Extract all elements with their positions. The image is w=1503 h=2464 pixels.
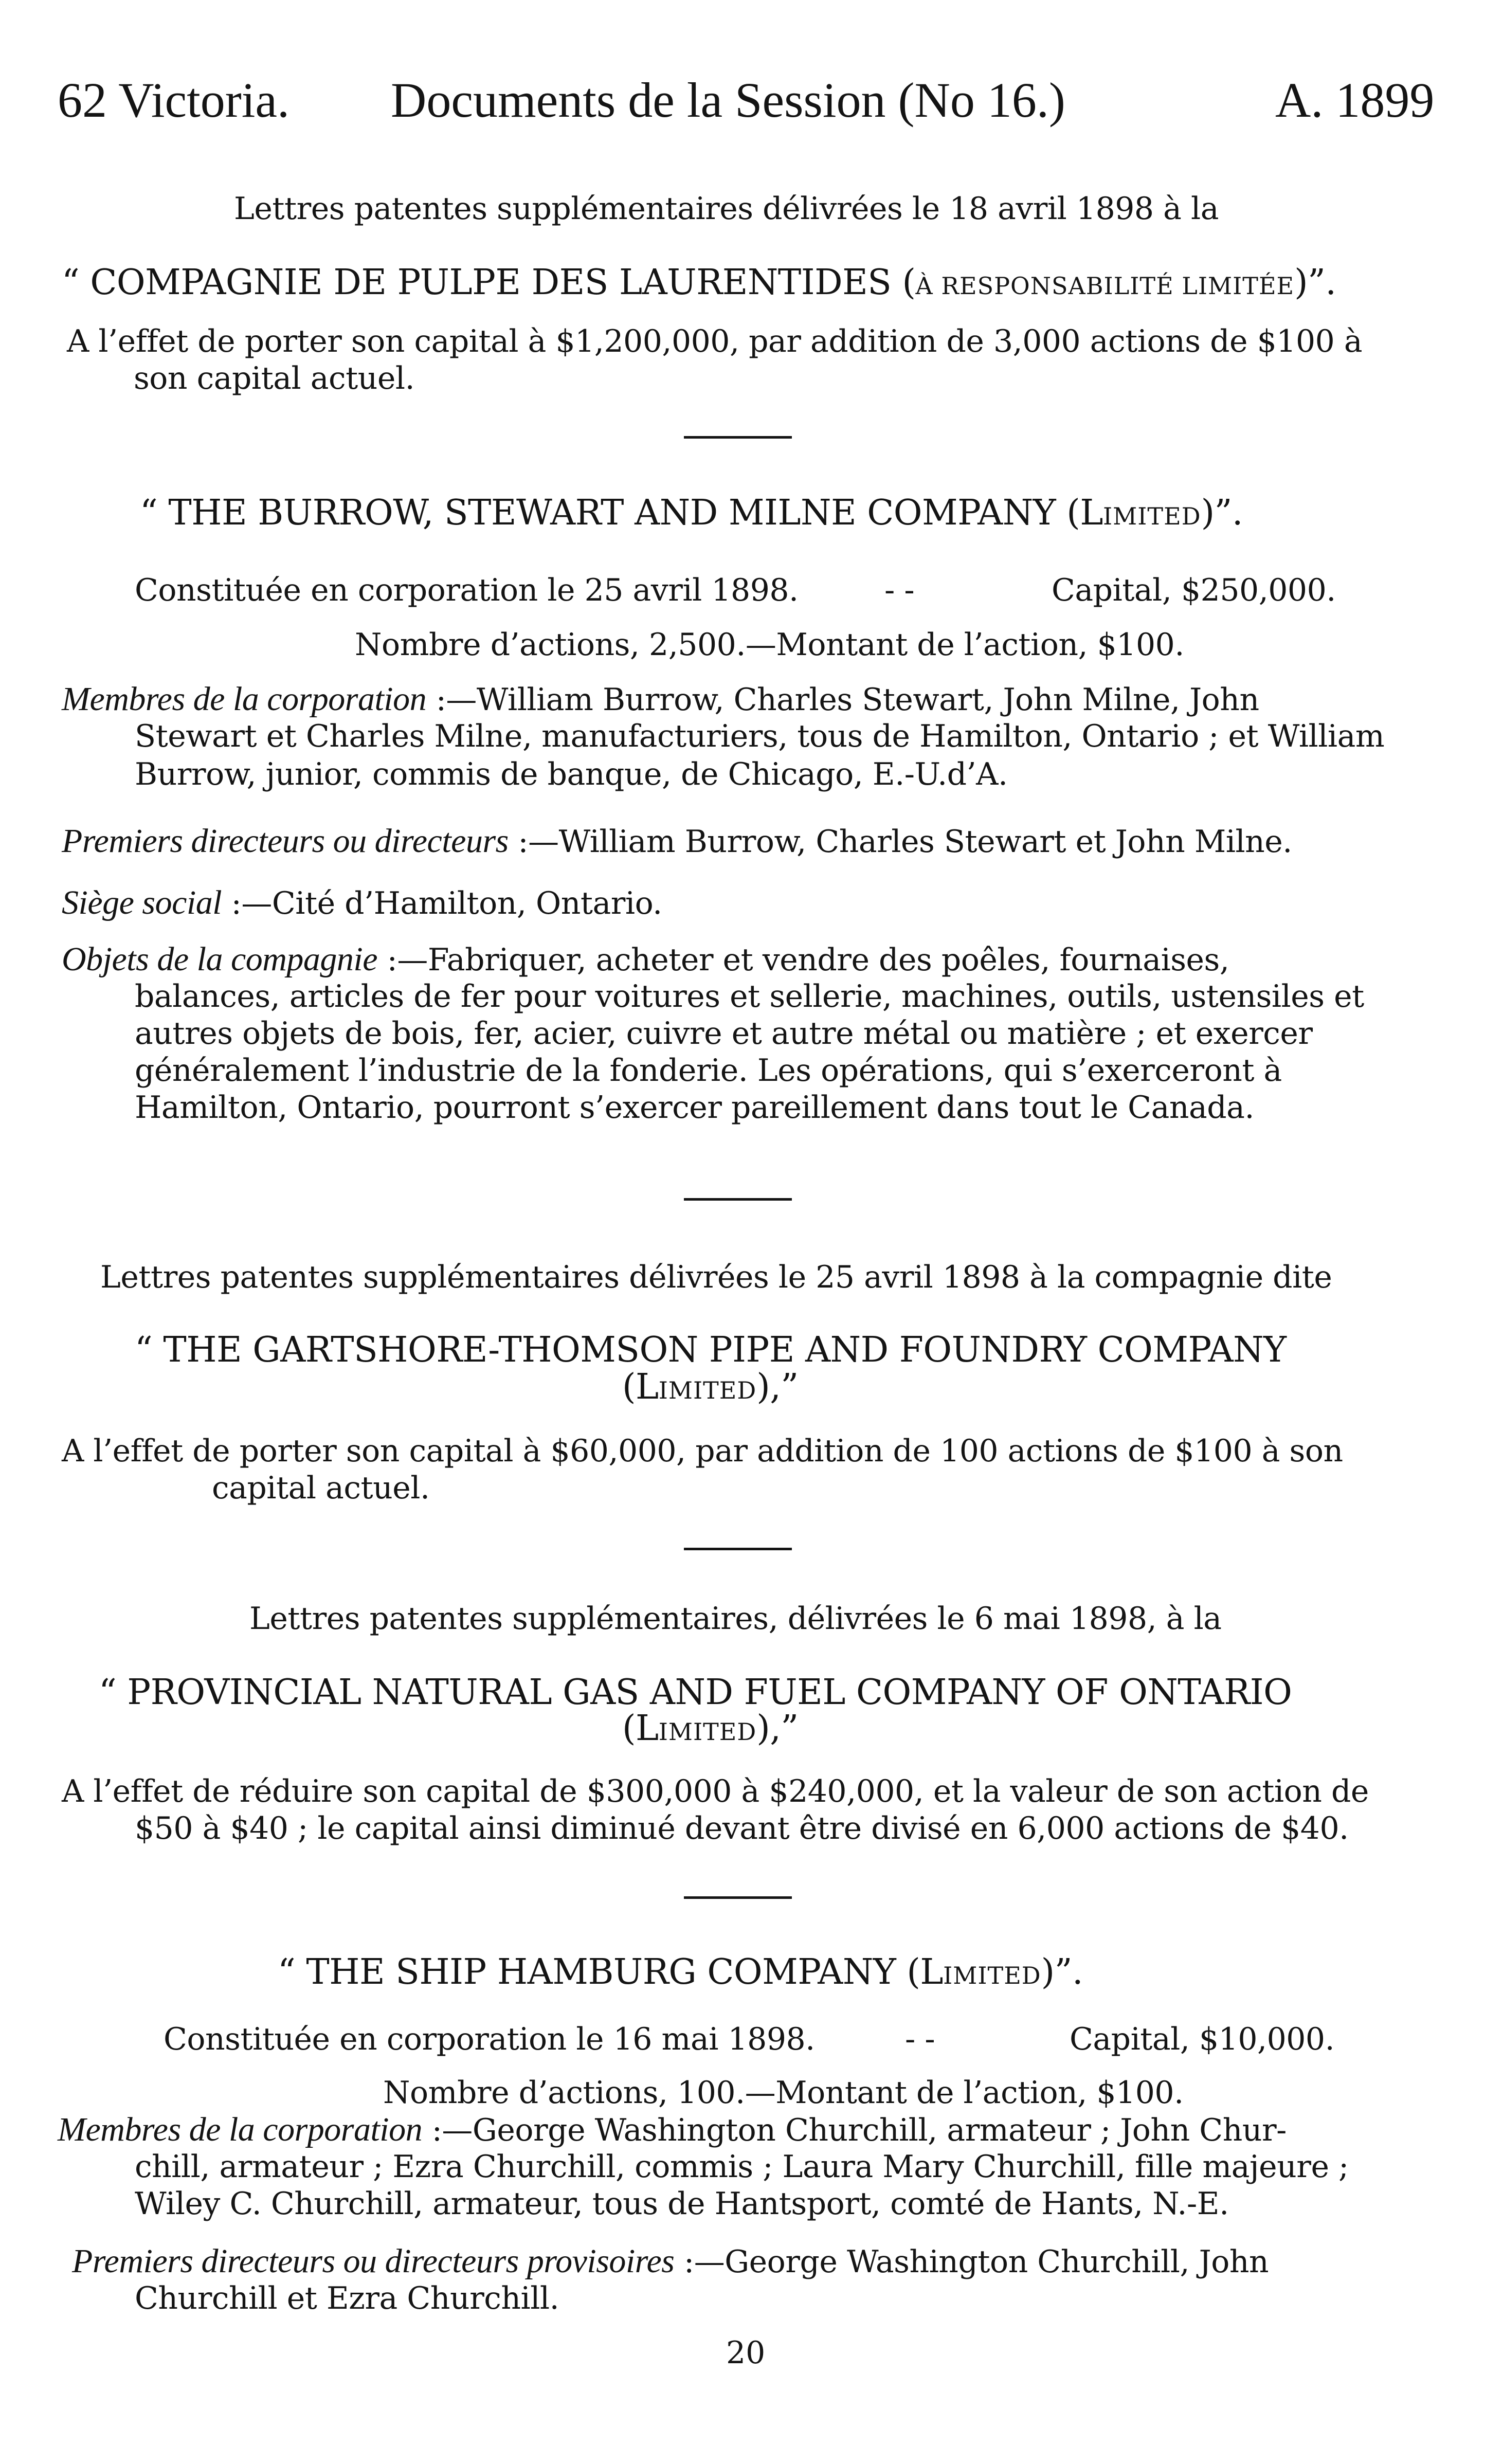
s2-membres-3: Burrow, junior, commis de banque, de Chicago, E.-U.d’A. [135, 756, 1008, 792]
s2-title [140, 493, 1243, 537]
s5-premiers-2: Churchill et Ezra Churchill. [135, 2280, 559, 2316]
section-divider [684, 1548, 792, 1550]
s1-body-1: A l’effet de porter son capital à $1,200,000, par addition de 3,000 actions de $100 à [67, 323, 1363, 359]
header-left: 62 Victoria. [58, 73, 290, 128]
s3-intro: Lettres patentes supplémentaires délivrées le 25 avril 1898 à la compagnie dite [100, 1259, 1332, 1295]
s2-title-end: )”. [1201, 493, 1243, 533]
s2-objets-3: autres objets de bois, fer, acier, cuivre et autre métal ou matière ; et exercer [135, 1016, 1313, 1052]
s4-title2-smallcaps: IMITED [658, 1718, 757, 1746]
s4-body-1: A l’effet de réduire son capital de $300,000 à $240,000, et la valeur de son action de [62, 1773, 1369, 1809]
s2-dashes: - - [884, 572, 915, 608]
s3-title2-end: ),” [756, 1367, 799, 1407]
s2-objets-label: Objets de la compagnie [62, 940, 378, 978]
s2-constituee: Constituée en corporation le 25 avril 1898. [135, 572, 799, 608]
s5-constituee: Constituée en corporation le 16 mai 1898. [164, 2021, 815, 2057]
s5-capital: Capital, $10,000. [1070, 2021, 1335, 2057]
s3-title-1: “ THE GARTSHORE-THOMSON PIPE AND FOUNDRY COMPANY [135, 1330, 1287, 1370]
s2-title-smallcaps: IMITED [1102, 502, 1201, 530]
section-divider [684, 436, 792, 439]
header-center: Documents de la Session (No 16.) [391, 73, 1065, 128]
s1-title-main: “ COMPAGNIE DE PULPE DES LAURENTIDES ( [62, 262, 916, 303]
s2-premiers [62, 823, 1292, 860]
s1-title-end: )”. [1294, 262, 1336, 303]
s1-title-smallcaps: À RESPONSABILITÉ LIMITÉE [915, 272, 1295, 300]
s2-nombre: Nombre d’actions, 2,500.—Montant de l’action, $100. [355, 627, 1184, 663]
s1-title [62, 262, 1336, 306]
s5-title-end: )”. [1041, 1952, 1083, 1992]
page-number: 20 [726, 2335, 766, 2371]
section-divider [684, 1198, 792, 1201]
s4-title-1: “ PROVINCIAL NATURAL GAS AND FUEL COMPANY OF ONTARIO [99, 1672, 1292, 1713]
s2-capital: Capital, $250,000. [1052, 572, 1336, 608]
s1-intro: Lettres patentes supplémentaires délivrées le 18 avril 1898 à la [234, 191, 1219, 227]
s5-membres-text: :—George Washington Churchill, armateur ; John Chur- [422, 2112, 1287, 2148]
s5-membres-2: chill, armateur ; Ezra Churchill, commis ; Laura Mary Churchill, fille majeure ; [135, 2149, 1349, 2185]
s5-title [278, 1952, 1083, 1996]
s2-objets-4: généralement l’industrie de la fonderie. Les opérations, qui s’exerceront à [135, 1053, 1282, 1089]
header-right: A. 1899 [1275, 73, 1435, 128]
s2-membres-2: Stewart et Charles Milne, manufacturiers, tous de Hamilton, Ontario ; et William [135, 718, 1385, 754]
s4-intro: Lettres patentes supplémentaires, délivrées le 6 mai 1898, à la [249, 1601, 1222, 1637]
s2-siege [62, 884, 662, 922]
s4-title-2 [622, 1708, 799, 1752]
s3-title-2 [622, 1367, 799, 1411]
s5-premiers-text: :—George Washington Churchill, John [674, 2244, 1269, 2280]
s4-title2-main: (L [622, 1708, 659, 1749]
s2-membres-1 [62, 681, 1259, 718]
s5-membres-3: Wiley C. Churchill, armateur, tous de Hantsport, comté de Hants, N.-E. [135, 2186, 1229, 2222]
s1-body-2: son capital actuel. [134, 360, 415, 396]
s2-siege-text: :—Cité d’Hamilton, Ontario. [222, 885, 662, 921]
s5-premiers-1 [72, 2243, 1269, 2280]
s3-title2-main: (L [622, 1367, 659, 1407]
s2-objets-1 [62, 941, 1229, 979]
s3-title2-smallcaps: IMITED [658, 1376, 757, 1404]
s3-body-1: A l’effet de porter son capital à $60,000, par addition de 100 actions de $100 à son [62, 1433, 1343, 1469]
s5-nombre: Nombre d’actions, 100.—Montant de l’action, $100. [383, 2075, 1184, 2111]
s2-membres-text: :—William Burrow, Charles Stewart, John Milne, John [426, 682, 1259, 718]
s2-premiers-text: :—William Burrow, Charles Stewart et John Milne. [508, 824, 1292, 860]
s4-body-2: $50 à $40 ; le capital ainsi diminué devant être divisé en 6,000 actions de $40. [135, 1810, 1349, 1846]
s2-premiers-label: Premiers directeurs ou directeurs [62, 822, 509, 860]
s5-membres-1 [58, 2111, 1287, 2149]
s5-premiers-label: Premiers directeurs ou directeurs provisoires [72, 2242, 675, 2280]
s2-objets-2: balances, articles de fer pour voitures et sellerie, machines, outils, ustensiles et [135, 979, 1364, 1014]
s5-dashes: - - [905, 2021, 935, 2057]
s2-siege-label: Siège social [62, 884, 222, 921]
s5-title-smallcaps: IMITED [943, 1962, 1041, 1989]
section-divider [684, 1896, 792, 1899]
s5-membres-label: Membres de la corporation [58, 2111, 423, 2148]
s4-title2-end: ),” [756, 1708, 799, 1749]
s2-objets-5: Hamilton, Ontario, pourront s’exercer pareillement dans tout le Canada. [135, 1090, 1255, 1126]
s2-objets-text: :—Fabriquer, acheter et vendre des poêles, fournaises, [377, 942, 1229, 978]
s2-title-main: “ THE BURROW, STEWART AND MILNE COMPANY (L [140, 493, 1103, 533]
s5-title-main: “ THE SHIP HAMBURG COMPANY (L [278, 1952, 944, 1992]
s3-body-2: capital actuel. [212, 1470, 430, 1506]
s2-membres-label: Membres de la corporation [62, 680, 427, 718]
